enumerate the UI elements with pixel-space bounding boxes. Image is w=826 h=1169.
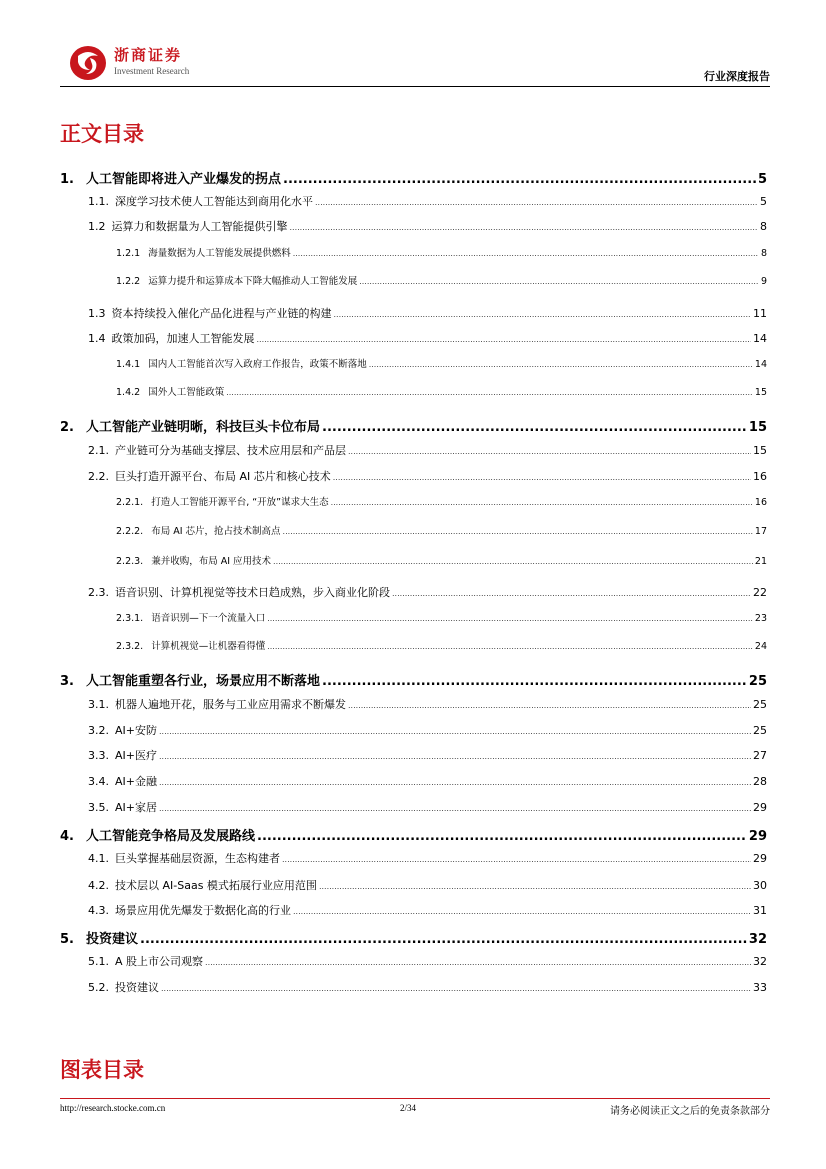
toc-dot-leader [257, 829, 747, 844]
toc-entry-page: 28 [753, 775, 767, 788]
toc-entry-number: 3.1. [88, 698, 109, 711]
toc-entry-number: 3.4. [88, 775, 109, 788]
toc-entry-page: 27 [753, 749, 767, 762]
toc-entry-number: 2.2.1. [116, 497, 144, 508]
toc-entry-page: 33 [753, 981, 767, 994]
toc-entry-page: 17 [754, 526, 767, 537]
toc-entry-title: 运算力和数据量为人工智能提供引擎 [111, 220, 288, 233]
footer-url[interactable]: http://research.stocke.com.cn [60, 1103, 166, 1113]
toc-entry[interactable] [116, 384, 767, 398]
toc-entry-number: 4.3. [88, 904, 109, 917]
toc-entry-title: AI+金融 [115, 775, 157, 788]
toc-entry-page: 21 [754, 556, 767, 567]
toc-entry-page: 25 [748, 674, 767, 689]
toc-entry-page: 24 [754, 641, 767, 652]
toc-dot-leader [392, 589, 751, 598]
toc-entry-page: 11 [753, 307, 767, 320]
toc-entry[interactable] [88, 902, 767, 918]
toc-entry-title: 国外人工智能政策 [148, 387, 225, 398]
toc-entry-title: 产业链可分为基础支撑层、技术应用层和产品层 [115, 444, 346, 457]
toc-entry[interactable] [88, 218, 767, 234]
toc-dot-leader [333, 473, 751, 482]
toc-entry-title: 国内人工智能首次写入政府工作报告，政策不断落地 [148, 359, 367, 370]
toc-entry-number: 4.1. [88, 852, 109, 865]
toc-entry-title: 布局 AI 芯片，抢占技术制高点 [151, 526, 281, 537]
toc-entry-title: 人工智能产业链明晰，科技巨头卡位布局 [86, 420, 321, 435]
toc-entry-number: 2.1. [88, 444, 109, 457]
toc-entry-number: 2.3.2. [116, 641, 144, 652]
toc-dot-leader [290, 223, 759, 232]
toc-entry-title: 人工智能重塑各行业，场景应用不断落地 [86, 674, 321, 689]
toc-dot-leader [293, 249, 759, 258]
toc-entry-number: 1.4.2 [116, 387, 141, 398]
toc-entry-title: 语音识别—下一个流量入口 [151, 613, 266, 624]
toc-dot-leader [161, 984, 751, 993]
toc-entry[interactable] [60, 168, 767, 187]
toc-entry[interactable] [88, 584, 767, 600]
toc-entry[interactable] [60, 416, 767, 435]
toc-entry-title: 语音识别、计算机视觉等技术日趋成熟，步入商业化阶段 [115, 586, 390, 599]
toc-dot-leader [267, 614, 753, 623]
toc-dot-leader [226, 388, 753, 397]
toc-entry-title: AI+医疗 [115, 749, 157, 762]
toc-entry-number: 2.3. [88, 586, 109, 599]
toc-entry[interactable] [116, 356, 767, 370]
toc-dot-leader [140, 932, 747, 947]
toc-entry-title: 运算力提升和运算成本下降大幅推动人工智能发展 [148, 276, 358, 287]
toc-entry[interactable] [88, 747, 767, 763]
toc-entry-number: 1.4.1 [116, 359, 141, 370]
toc-dot-leader [319, 882, 751, 891]
toc-entry-page: 14 [754, 359, 767, 370]
toc-entry-title: 巨头打造开源平台、布局 AI 芯片和核心技术 [115, 470, 331, 483]
toc-entry-number: 2. [60, 420, 74, 435]
toc-entry-number: 5. [60, 932, 74, 947]
toc-dot-leader [322, 420, 747, 435]
zheshang-logo-icon [68, 42, 108, 82]
toc-entry-title: 投资建议 [115, 981, 159, 994]
toc-entry-number: 5.1. [88, 955, 109, 968]
toc-entry[interactable] [60, 928, 767, 947]
toc-entry-number: 2.3.1. [116, 613, 144, 624]
toc-dot-leader [205, 958, 751, 967]
toc-entry-page: 15 [748, 420, 767, 435]
report-type-label: 行业深度报告 [704, 70, 770, 83]
toc-entry-number: 5.2. [88, 981, 109, 994]
toc-dot-leader [267, 642, 753, 651]
toc-entry-title: 巨头掌握基础层资源，生态构建者 [115, 852, 280, 865]
toc-entry[interactable] [88, 193, 767, 209]
toc-entry-page: 8 [760, 220, 767, 233]
toc-dot-leader [348, 701, 751, 710]
toc-entry[interactable] [88, 305, 767, 321]
toc-dot-leader [348, 447, 751, 456]
toc-entry-title: 资本持续投入催化产品化进程与产业链的构建 [111, 307, 332, 320]
toc-entry-title: 人工智能竞争格局及发展路线 [86, 829, 256, 844]
toc-entry-number: 1.2.2 [116, 276, 141, 287]
toc-entry-page: 31 [753, 904, 767, 917]
toc-entry-number: 4. [60, 829, 74, 844]
toc-entry-title: 计算机视觉—让机器看得懂 [151, 641, 266, 652]
toc-entry[interactable] [116, 245, 767, 259]
toc-entry[interactable] [88, 979, 767, 995]
toc-dot-leader [293, 907, 751, 916]
toc-heading: 正文目录 [60, 122, 144, 146]
toc-dot-leader [369, 360, 753, 369]
toc-entry-number: 2.2.2. [116, 526, 144, 537]
toc-entry[interactable] [88, 877, 767, 893]
toc-entry[interactable] [88, 722, 767, 738]
toc-entry-page: 29 [753, 852, 767, 865]
toc-entry-title: 打造人工智能开源平台, “开放”谋求大生态 [151, 497, 329, 508]
toc-entry-number: 1.3 [88, 307, 106, 320]
toc-entry-page: 25 [753, 724, 767, 737]
page-number: 2/34 [400, 1103, 417, 1113]
toc-entry[interactable] [88, 330, 767, 346]
toc-entry-page: 5 [760, 195, 767, 208]
toc-entry[interactable] [88, 773, 767, 789]
toc-entry-number: 1.4 [88, 332, 106, 345]
toc-entry[interactable] [116, 610, 767, 624]
toc-entry-number: 1.2 [88, 220, 106, 233]
toc-entry-title: 人工智能即将进入产业爆发的拐点 [86, 172, 282, 187]
toc-dot-leader [159, 778, 751, 787]
toc-entry-title: 投资建议 [86, 932, 139, 947]
toc-entry-number: 4.2. [88, 879, 109, 892]
toc-entry-number: 1. [60, 172, 74, 187]
toc-entry[interactable] [60, 670, 767, 689]
toc-entry[interactable] [116, 638, 767, 652]
toc-entry-page: 32 [748, 932, 767, 947]
toc-entry[interactable] [116, 273, 767, 287]
toc-dot-leader [322, 674, 747, 689]
toc-entry-title: 政策加码，加速人工智能发展 [111, 332, 255, 345]
toc-dot-leader [159, 804, 751, 813]
toc-entry-number: 1.1. [88, 195, 109, 208]
toc-entry-page: 15 [754, 387, 767, 398]
toc-entry-title: 深度学习技术使人工智能达到商用化水平 [115, 195, 313, 208]
toc-dot-leader [159, 752, 751, 761]
toc-entry-title: A 股上市公司观察 [115, 955, 204, 968]
toc-entry-title: AI+安防 [115, 724, 157, 737]
toc-entry-page: 8 [760, 248, 767, 259]
toc-entry-page: 15 [753, 444, 767, 457]
toc-entry-number: 2.2. [88, 470, 109, 483]
toc-entry-number: 3.3. [88, 749, 109, 762]
disclaimer-note: 请务必阅读正文之后的免责条款部分 [610, 1106, 770, 1117]
toc-entry[interactable] [116, 553, 767, 567]
toc-entry[interactable] [88, 953, 767, 969]
toc-entry-title: 技术层以 AI-Saas 模式拓展行业应用范围 [115, 879, 317, 892]
toc-entry-title: AI+家居 [115, 801, 157, 814]
toc-dot-leader [315, 198, 758, 207]
toc-entry[interactable] [88, 850, 767, 866]
toc-dot-leader [283, 527, 753, 536]
toc-entry-page: 16 [754, 497, 767, 508]
toc-entry[interactable] [116, 523, 767, 537]
toc-entry[interactable] [88, 468, 767, 484]
toc-entry-title: 兼并收购，布局 AI 应用技术 [151, 556, 272, 567]
toc-dot-leader [359, 277, 759, 286]
toc-entry[interactable] [116, 494, 767, 508]
toc-entry-page: 29 [748, 829, 767, 844]
toc-dot-leader [334, 310, 752, 319]
toc-entry-number: 1.2.1 [116, 248, 141, 259]
toc-dot-leader [257, 335, 752, 344]
toc-entry-page: 16 [753, 470, 767, 483]
toc-dot-leader [283, 172, 756, 187]
toc-dot-leader [273, 557, 753, 566]
toc-entry-page: 30 [753, 879, 767, 892]
toc-entry-page: 29 [753, 801, 767, 814]
toc-dot-leader [282, 855, 751, 864]
toc-entry[interactable] [60, 825, 767, 844]
toc-entry-page: 5 [757, 172, 767, 187]
toc-entry[interactable] [88, 799, 767, 815]
toc-entry-number: 3. [60, 674, 74, 689]
toc-dot-leader [159, 727, 751, 736]
toc-entry-number: 3.5. [88, 801, 109, 814]
toc-entry-page: 14 [753, 332, 767, 345]
toc-entry[interactable] [88, 696, 767, 712]
footer-divider [60, 1098, 770, 1099]
toc-dot-leader [331, 498, 753, 507]
toc-entry-title: 场景应用优先爆发于数据化高的行业 [115, 904, 291, 917]
toc-entry-number: 2.2.3. [116, 556, 144, 567]
header-divider [60, 86, 770, 87]
toc-entry-page: 22 [753, 586, 767, 599]
logo-english-name: Investment Research [114, 66, 190, 76]
toc-entry-page: 32 [753, 955, 767, 968]
toc-entry-title: 机器人遍地开花，服务与工业应用需求不断爆发 [115, 698, 346, 711]
page-header [60, 36, 770, 88]
toc-entry-number: 3.2. [88, 724, 109, 737]
toc-entry-title: 海量数据为人工智能发展提供燃料 [148, 248, 291, 259]
toc-entry-page: 9 [760, 276, 767, 287]
toc-entry[interactable] [88, 442, 767, 458]
toc-entry-page: 25 [753, 698, 767, 711]
toc-entry-page: 23 [754, 613, 767, 624]
figures-heading: 图表目录 [60, 1058, 144, 1082]
logo-chinese-name: 浙商证券 [114, 46, 183, 64]
